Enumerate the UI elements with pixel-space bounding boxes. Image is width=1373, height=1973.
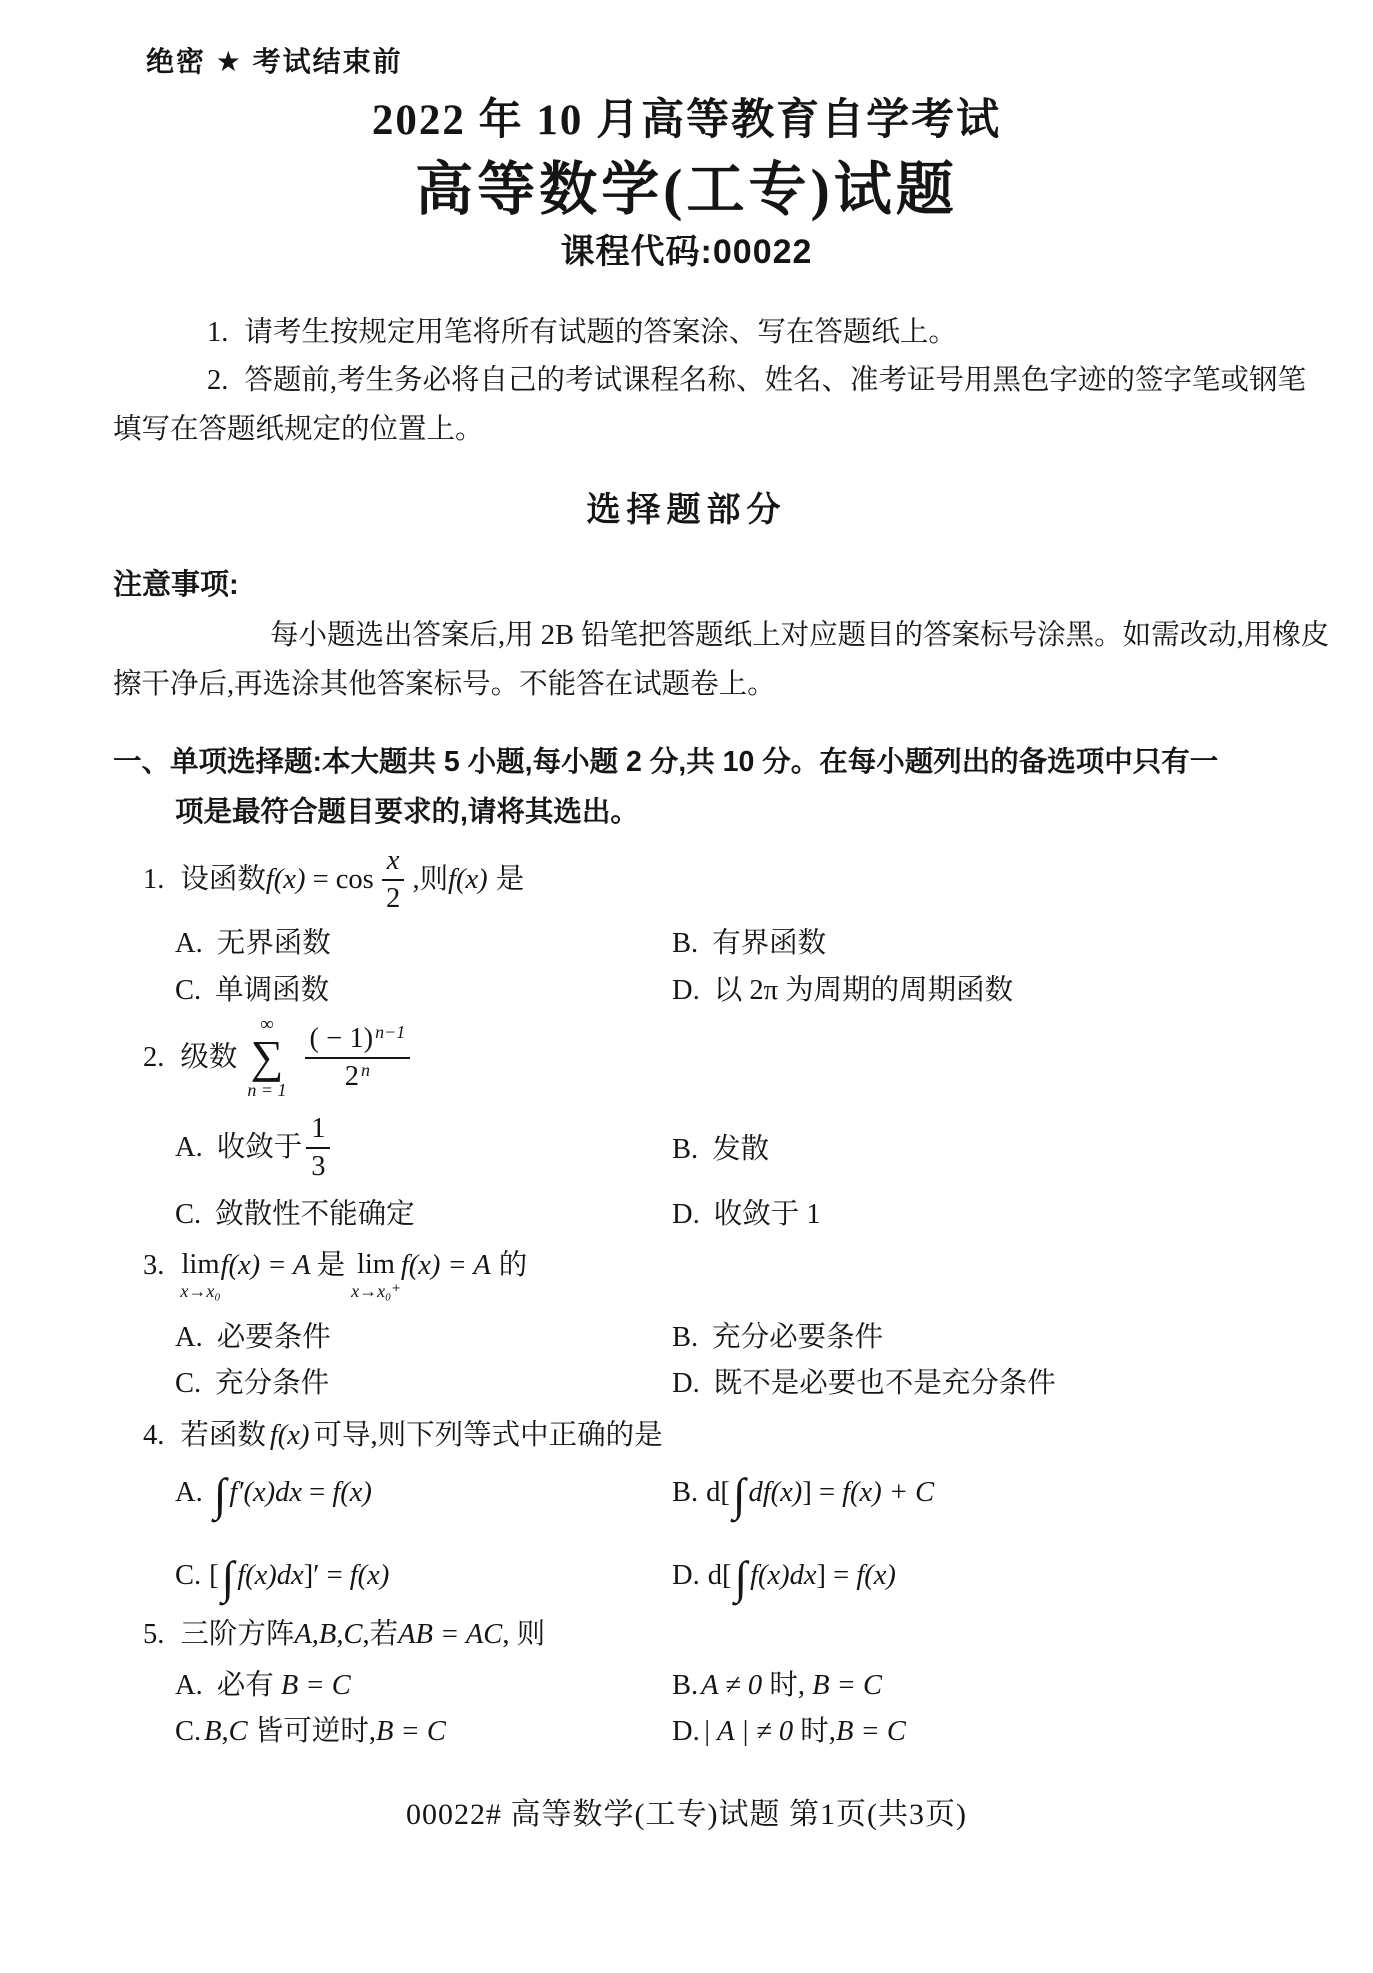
lim-word: lim: [356, 1249, 395, 1280]
question-5-text: 三阶方阵: [180, 1619, 295, 1651]
question-4-option-c: [175, 1549, 389, 1603]
question-5-text-mid: ,若: [362, 1619, 399, 1651]
lim-subscript: x→x₀⁺: [351, 1281, 401, 1302]
numerator-exponent: n−1: [375, 1022, 406, 1043]
question-2-option-b: [672, 1132, 769, 1168]
integrand: f′(x)dx: [229, 1477, 303, 1509]
question-4-number: 4.: [143, 1420, 165, 1452]
open-bracket: [: [209, 1560, 219, 1592]
course-code: 课程代码:00022: [560, 233, 813, 271]
question-2-text: 级数: [180, 1042, 238, 1074]
question-3-option-a: [175, 1320, 331, 1356]
integral-icon: ∫: [221, 1551, 235, 1603]
option-text: 必要条件: [216, 1322, 331, 1354]
denominator-base: 2: [344, 1061, 360, 1092]
part-one-heading-line-2: 项是最符合题目要求的,请将其选出。: [175, 796, 639, 828]
question-1-option-b: [672, 926, 826, 962]
limit-x-to-x0: [180, 1249, 220, 1302]
option-letter: A.: [175, 1670, 203, 1702]
paper-title: 高等数学(工专)试题: [415, 157, 958, 222]
math-f-of-x: f(x): [448, 864, 488, 896]
math-A-not-zero: A ≠ 0: [701, 1670, 763, 1702]
math-B-equals-C: B = C: [280, 1670, 351, 1702]
math-f-of-x-equals-A: f(x) = A: [220, 1250, 311, 1281]
question-4-option-d: [672, 1549, 896, 1603]
option-text: 时,: [793, 1716, 836, 1748]
fraction-numerator: x: [382, 846, 405, 881]
question-5-option-b: [672, 1668, 882, 1704]
note-2-line-1: [207, 364, 1306, 397]
option-text: 以 2π 为周期的周期函数: [713, 975, 1014, 1007]
equals-sign: =: [826, 1560, 857, 1592]
question-1-text-mid: ,则: [412, 864, 449, 896]
question-3-stem: [143, 1249, 527, 1302]
notice-label: 注意事项:: [113, 569, 239, 601]
option-letter: B.: [672, 1477, 699, 1509]
summation-symbol: [247, 1015, 286, 1101]
option-text: 时,: [762, 1670, 813, 1702]
question-1-option-a: [175, 926, 331, 962]
page-footer: 00022# 高等数学(工专)试题 第1页(共3页): [406, 1798, 967, 1831]
question-5-stem: [143, 1617, 545, 1653]
note-2-text-line-1: 答题前,考生务必将自己的考试课程名称、姓名、准考证号用黑色字迹的签字笔或钢笔: [244, 365, 1307, 396]
question-5-number: 5.: [143, 1619, 165, 1651]
equals-sign: =: [319, 1560, 350, 1592]
question-5-option-c: [175, 1714, 446, 1750]
question-4-text-end: 可导,则下列等式中正确的是: [313, 1420, 663, 1452]
math-equals-cos: = cos: [305, 864, 374, 896]
option-letter: D.: [672, 975, 700, 1007]
close-bracket: ]: [816, 1560, 827, 1592]
part-one-heading-line-1: 一、单项选择题:本大题共 5 小题,每小题 2 分,共 10 分。在每小题列出的备选项中只有一: [113, 746, 1219, 778]
option-letter: A.: [175, 1322, 203, 1354]
fraction-denominator: 3: [311, 1151, 326, 1182]
question-1-option-c: [175, 973, 329, 1009]
close-bracket: ]: [802, 1477, 812, 1509]
math-f-of-x: f(x): [269, 1420, 310, 1452]
question-2-option-c: [175, 1197, 415, 1233]
integral-icon: ∫: [732, 1468, 746, 1520]
math-B-equals-C: B = C: [812, 1670, 882, 1702]
question-2-option-d: [672, 1197, 821, 1233]
option-letter: B.: [672, 1134, 699, 1166]
close-bracket-prime: ]′: [303, 1560, 320, 1592]
math-f-of-x: f(x): [265, 864, 306, 896]
option-letter: A.: [175, 1132, 203, 1164]
exam-title: 2022 年 10 月高等教育自学考试: [371, 97, 1002, 144]
integral-icon: ∫: [213, 1468, 227, 1520]
sum-upper-limit: ∞: [260, 1014, 274, 1036]
question-4-option-b: [672, 1466, 934, 1520]
option-text: 既不是必要也不是充分条件: [713, 1368, 1056, 1400]
question-5-text-end: , 则: [502, 1619, 546, 1651]
option-text: 充分条件: [215, 1368, 330, 1400]
option-letter: D.: [672, 1716, 700, 1748]
note-1: [207, 316, 957, 349]
option-letter: C.: [175, 975, 202, 1007]
question-3-option-b: [672, 1320, 883, 1356]
option-letter: B.: [672, 928, 699, 960]
math-matrices-ABC: A,B,C: [294, 1619, 363, 1651]
open-bracket: d[: [707, 1560, 732, 1592]
notice-paragraph-line-1: 每小题选出答案后,用 2B 铅笔把答题纸上对应题目的答案标号涂黑。如需改动,用橡皮: [270, 620, 1330, 651]
option-letter: D.: [672, 1368, 700, 1400]
lim-word: lim: [181, 1249, 220, 1280]
math-f-of-x-equals-A: f(x) = A: [400, 1250, 491, 1281]
math-B-C: B,C: [204, 1716, 248, 1748]
denominator-exponent: n: [361, 1060, 371, 1080]
sum-lower-limit: n = 1: [247, 1080, 287, 1101]
option-letter: B.: [672, 1670, 699, 1702]
option-letter: C.: [175, 1560, 202, 1592]
equals-sign: =: [302, 1477, 333, 1509]
math-det-A-not-zero: | A | ≠ 0: [702, 1716, 794, 1748]
option-letter: C.: [175, 1368, 202, 1400]
lim-subscript: x→x₀: [180, 1281, 221, 1302]
option-letter: A.: [175, 928, 203, 960]
question-5-option-a: [175, 1668, 351, 1704]
option-text: 发散: [712, 1134, 770, 1166]
option-text: 敛散性不能确定: [215, 1199, 415, 1231]
fraction-denominator: [345, 1059, 370, 1092]
question-1-text-end: 是: [495, 864, 525, 896]
option-letter: B.: [672, 1322, 699, 1354]
question-3-number: 3.: [143, 1250, 165, 1281]
option-text: 充分必要条件: [712, 1322, 884, 1354]
section-title: 选择题部分: [586, 491, 787, 529]
option-text: 有界函数: [712, 928, 827, 960]
limit-x-to-x0-plus: [351, 1249, 401, 1302]
question-4-text: 若函数: [180, 1420, 266, 1452]
option-text: 收敛于: [216, 1132, 303, 1164]
sigma-icon: ∑: [250, 1031, 284, 1083]
question-1-number: 1.: [143, 864, 165, 896]
option-letter: D.: [672, 1199, 700, 1231]
option-text: 皆可逆时,: [247, 1716, 376, 1748]
equals-sign: =: [811, 1477, 843, 1509]
question-3-text-end: 的: [498, 1250, 528, 1281]
math-B-equals-C: B = C: [835, 1716, 906, 1748]
fraction-numerator: [305, 1024, 411, 1059]
integrand: f(x)dx: [237, 1560, 304, 1592]
question-2-option-a: [175, 1113, 334, 1182]
notice-paragraph-line-2: 擦干净后,再选涂其他答案标号。不能答在试题卷上。: [113, 669, 776, 700]
math-result: f(x) + C: [842, 1477, 935, 1509]
fraction-denominator: 2: [385, 883, 401, 914]
integrand: df(x): [748, 1477, 803, 1509]
option-letter: C.: [175, 1199, 202, 1231]
question-2-number: 2.: [143, 1042, 165, 1074]
question-5-option-d: [672, 1714, 906, 1750]
open-bracket: d[: [706, 1477, 730, 1509]
math-f-of-x: f(x): [856, 1560, 896, 1592]
question-1-text: 设函数: [180, 864, 266, 896]
option-letter: C.: [175, 1716, 202, 1748]
option-letter: A.: [175, 1477, 203, 1509]
security-label: 绝密 ★ 考试结束前: [146, 46, 403, 77]
question-3-option-d: [672, 1366, 1056, 1402]
option-text: 无界函数: [216, 928, 331, 960]
question-4-option-a: [175, 1466, 372, 1520]
math-f-of-x: f(x): [332, 1477, 372, 1509]
math-B-equals-C: B = C: [375, 1716, 446, 1748]
question-3-option-c: [175, 1366, 329, 1402]
math-AB-equals-AC: AB = AC: [398, 1619, 503, 1651]
fraction-one-third: [306, 1114, 330, 1182]
option-letter: D.: [672, 1560, 700, 1592]
question-4-stem: [143, 1418, 663, 1454]
question-2-stem: [143, 1014, 418, 1101]
note-2-line-2: 填写在答题纸规定的位置上。: [113, 414, 484, 445]
note-1-number: 1.: [207, 317, 229, 348]
math-f-of-x: f(x): [349, 1560, 390, 1592]
fraction-numerator: 1: [306, 1114, 330, 1149]
integrand: f(x)dx: [750, 1560, 817, 1592]
option-text: 必有: [216, 1670, 281, 1702]
series-term-fraction: [305, 1024, 411, 1092]
note-1-text: 请考生按规定用笔将所有试题的答案涂、写在答题纸上。: [244, 317, 957, 348]
question-1-option-d: [672, 973, 1013, 1009]
option-text: 单调函数: [215, 975, 330, 1007]
fraction-x-over-2: [382, 846, 405, 914]
question-1-stem: [143, 845, 525, 914]
question-3-text-mid: 是: [316, 1250, 346, 1281]
numerator-base: ( − 1): [309, 1023, 374, 1055]
integral-icon: ∫: [734, 1551, 748, 1603]
option-text: 收敛于 1: [713, 1199, 821, 1231]
note-2-number: 2.: [207, 365, 229, 396]
